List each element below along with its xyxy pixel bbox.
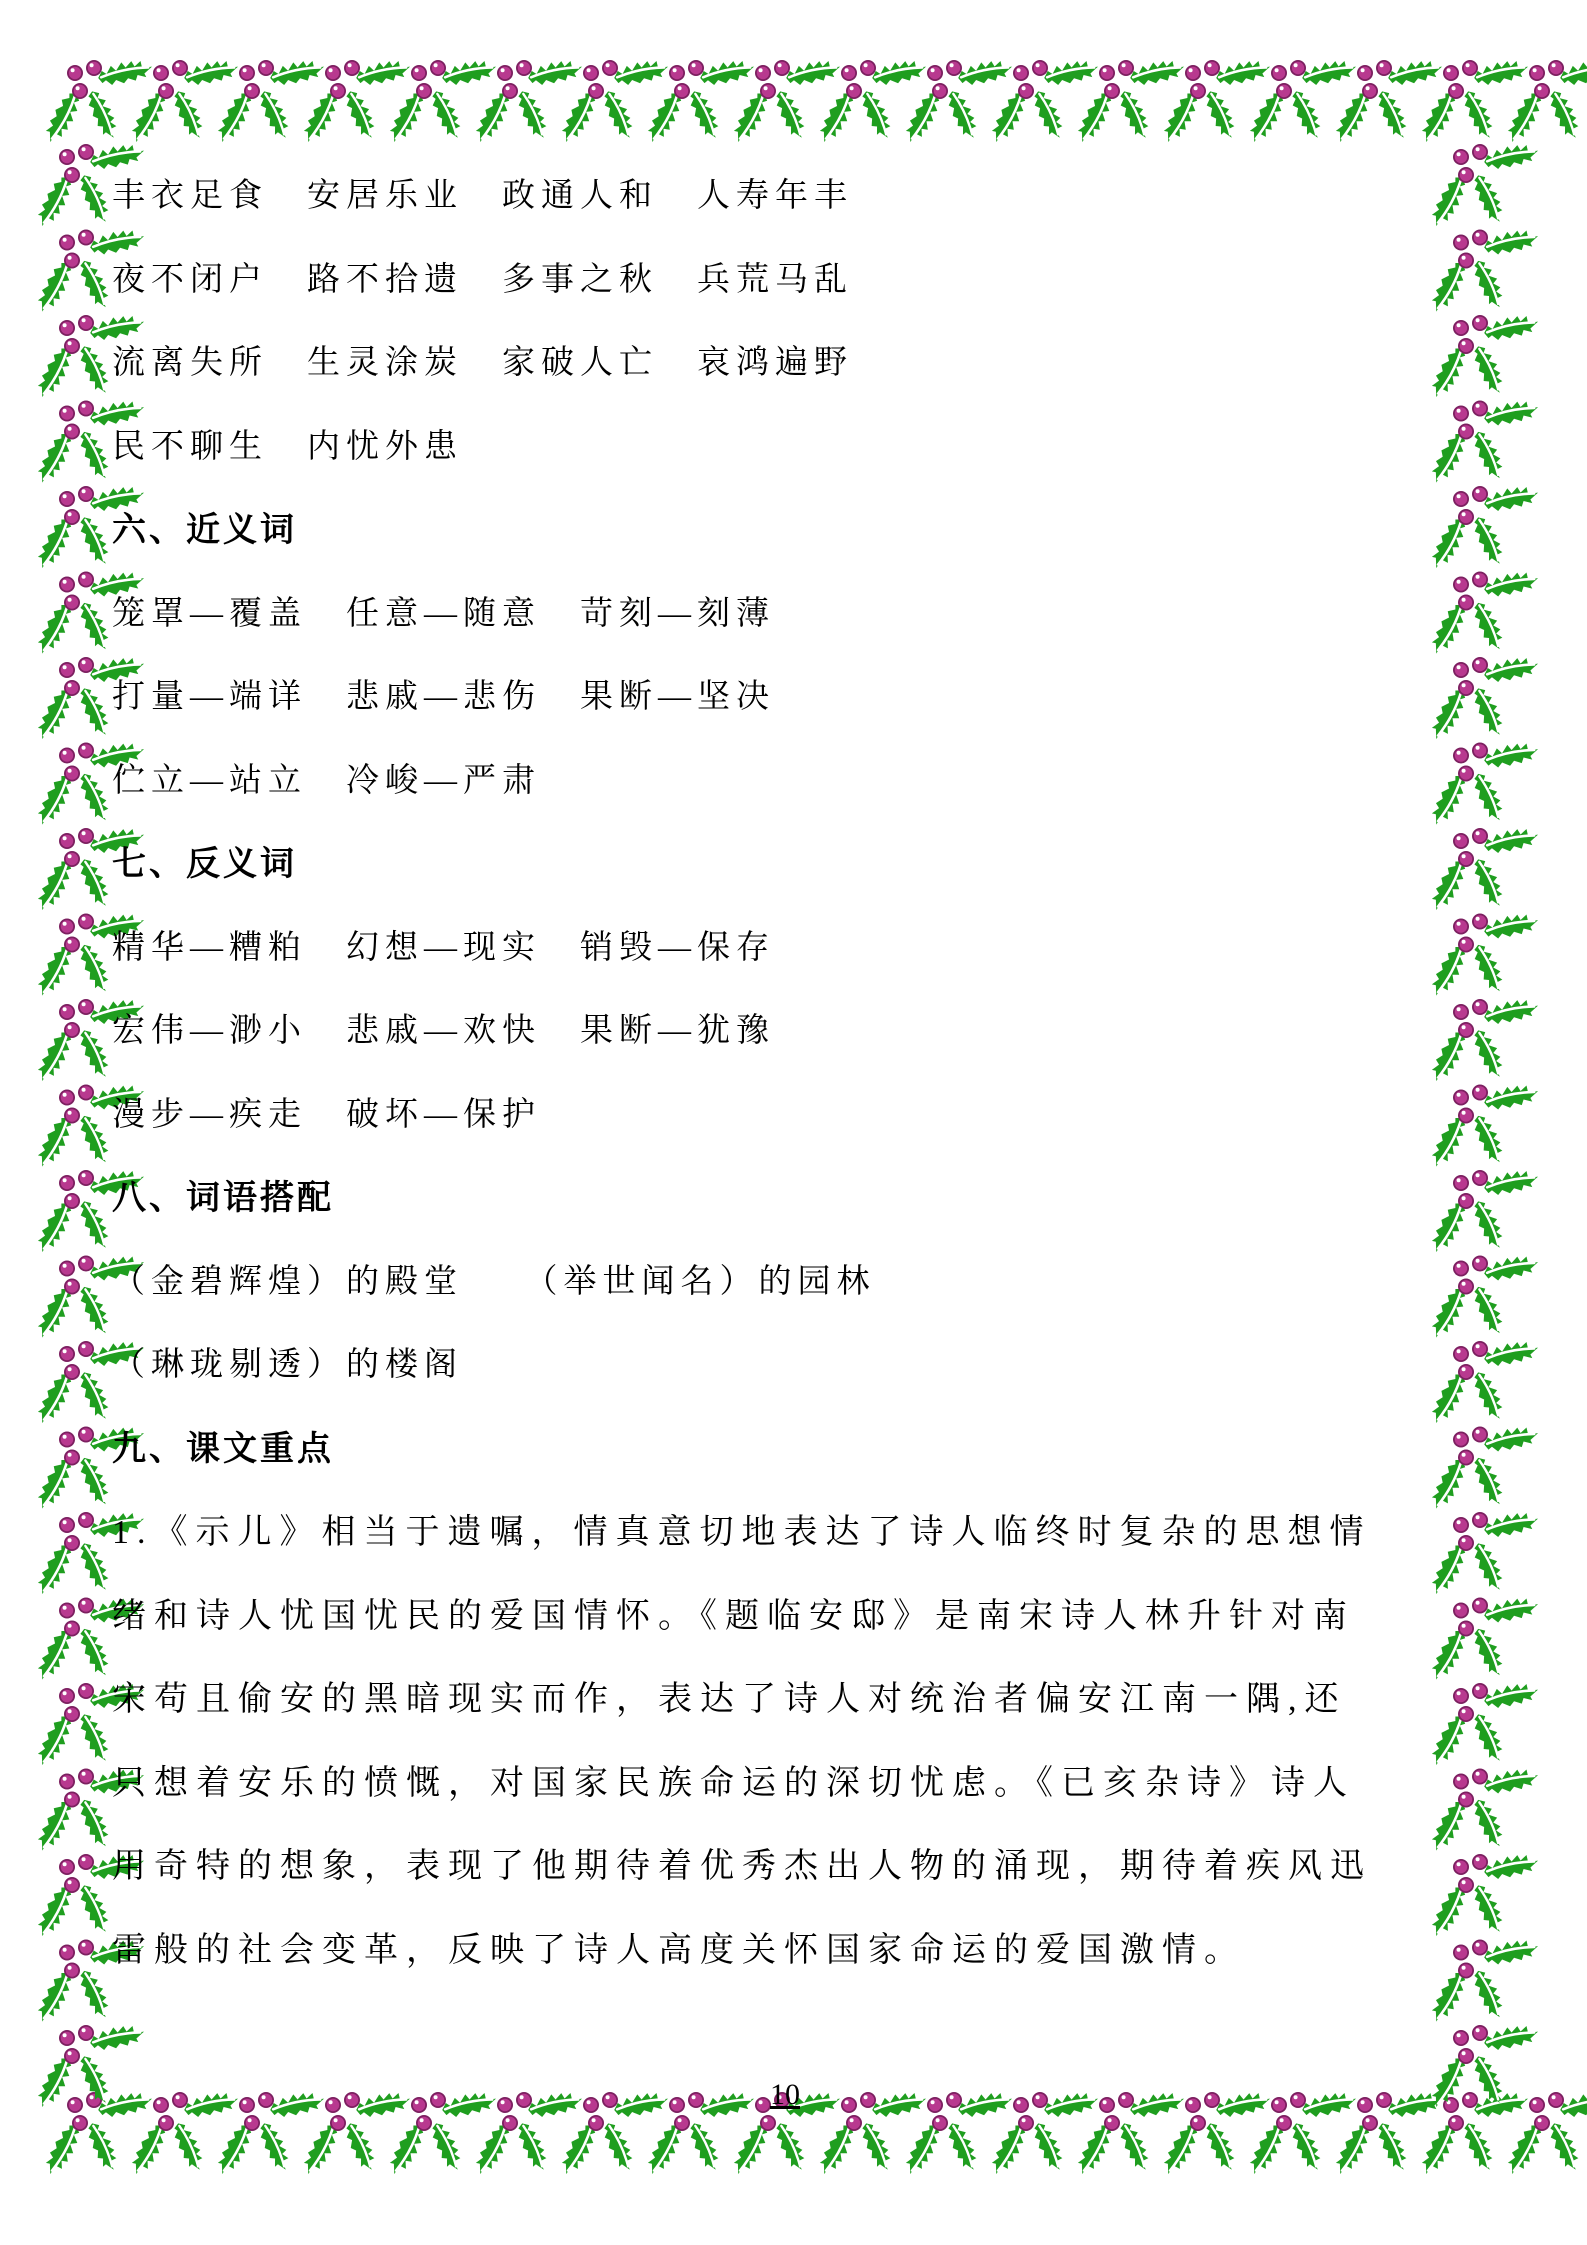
- synonym-pairs-line: 打量—端详 悲戚—悲伤 果断—坚决: [112, 679, 775, 715]
- antonym-pairs-line: 宏伟—渺小 悲戚—欢快 果断—犹豫: [112, 1013, 775, 1049]
- key-points-text-line: 只想着安乐的愤慨，对国家民族命运的深切忧虑。《已亥杂诗》诗人: [112, 1764, 1355, 1802]
- collocation-line: （琳珑剔透）的楼阁: [112, 1347, 463, 1383]
- idiom-line: 夜不闭户 路不拾遗 多事之秋 兵荒马乱: [112, 261, 853, 298]
- page-number: 10: [770, 2078, 800, 2111]
- idiom-line: 民不聊生 内忧外患: [112, 428, 463, 465]
- key-points-text-line: 雷般的社会变革，反映了诗人高度关怀国家命运的爱国激情。: [112, 1931, 1246, 1969]
- section-heading-antonyms: 七、反义词: [112, 846, 297, 883]
- idiom-line: 流离失所 生灵涂炭 家破人亡 哀鸿遍野: [112, 345, 853, 381]
- key-points-text-line: 1.《示儿》相当于遗嘱，情真意切地表达了诗人临终时复杂的思想情: [112, 1514, 1372, 1551]
- key-points-text-line: 用奇特的想象，表现了他期待着优秀杰出人物的涌现，期待着疾风迅: [112, 1848, 1372, 1885]
- key-points-text-line: 绪和诗人忧国忧民的爱国情怀。《题临安邸》是南宋诗人林升针对南: [112, 1597, 1355, 1635]
- antonym-pairs-line: 精华—糟粕 幻想—现实 销毁—保存: [112, 929, 775, 966]
- collocation-line: （金碧辉煌）的殿堂 （举世闻名）的园林: [112, 1263, 876, 1300]
- section-heading-synonyms: 六、近义词: [112, 512, 297, 549]
- section-heading-collocations: 八、词语搭配: [112, 1180, 334, 1217]
- antonym-pairs-line: 漫步—疾走 破坏—保护: [112, 1096, 541, 1133]
- section-heading-key-points: 九、课文重点: [112, 1430, 334, 1468]
- key-points-text-line: 宋苟且偷安的黑暗现实而作，表达了诗人对统治者偏安江南一隅,还: [112, 1681, 1347, 1718]
- synonym-pairs-line: 笼罩—覆盖 任意—随意 苛刻—刻薄: [112, 595, 775, 632]
- synonym-pairs-line: 伫立—站立 冷峻—严肃: [112, 762, 541, 799]
- idiom-line: 丰衣足食 安居乐业 政通人和 人寿年丰: [112, 178, 853, 214]
- page-content: [112, 155, 1396, 1992]
